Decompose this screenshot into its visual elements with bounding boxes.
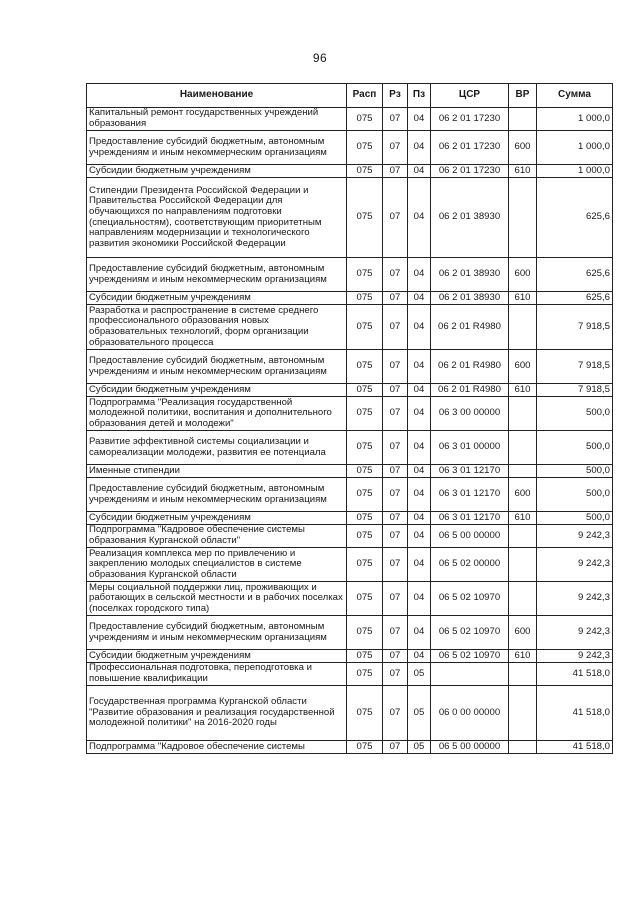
table-row: [87, 650, 613, 663]
cell-rasp: 075: [347, 512, 383, 525]
budget-table: [86, 83, 613, 754]
cell-pz: 04: [408, 525, 431, 548]
cell-vr: [509, 465, 537, 478]
cell-rasp: 075: [347, 108, 383, 131]
cell-csr: 06 3 01 00000: [431, 431, 509, 465]
cell-name: Государственная программа Курганской области "Развитие образования и реализация государственной молодежной политики" на 2016-2020 годы: [87, 686, 347, 741]
cell-pz: 04: [408, 178, 431, 258]
table-row: [87, 397, 613, 431]
table-body: [87, 108, 613, 754]
cell-rasp: 075: [347, 582, 383, 616]
cell-name: Реализация комплекса мер по привлечению и закреплению молодых специалистов в системе образования Курганской области: [87, 548, 347, 582]
cell-csr: 06 5 02 10970: [431, 582, 509, 616]
cell-rasp: 075: [347, 178, 383, 258]
cell-csr: 06 5 02 10970: [431, 650, 509, 663]
cell-pz: 04: [408, 131, 431, 165]
table-row: [87, 663, 613, 686]
cell-rz: 07: [383, 741, 408, 754]
cell-rasp: 075: [347, 292, 383, 305]
cell-name: Подпрограмма "Кадровое обеспечение системы образования Курганской области": [87, 525, 347, 548]
table-row: [87, 525, 613, 548]
cell-pz: 04: [408, 478, 431, 512]
cell-vr: [509, 548, 537, 582]
table-row: [87, 431, 613, 465]
cell-name: Субсидии бюджетным учреждениям: [87, 512, 347, 525]
cell-sum: 625,6: [537, 258, 613, 292]
cell-csr: 06 2 01 38930: [431, 292, 509, 305]
cell-rasp: 075: [347, 686, 383, 741]
cell-name: Предоставление субсидий бюджетным, автономным учреждениям и иным некоммерческим организациям: [87, 131, 347, 165]
cell-sum: 9 242,3: [537, 616, 613, 650]
cell-name: Развитие эффективной системы социализации и самореализации молодежи, развития ее потенциала: [87, 431, 347, 465]
cell-pz: 04: [408, 384, 431, 397]
page-number: 96: [312, 51, 328, 65]
table-row: [87, 305, 613, 350]
cell-csr: 06 5 00 00000: [431, 741, 509, 754]
cell-name: Подпрограмма "Реализация государственной молодежной политики, воспитания и дополнительного образования детей и молодежи": [87, 397, 347, 431]
table-row: [87, 384, 613, 397]
cell-rasp: 075: [347, 431, 383, 465]
cell-vr: 610: [509, 292, 537, 305]
cell-rz: 07: [383, 650, 408, 663]
cell-csr: 06 3 00 00000: [431, 397, 509, 431]
cell-rz: 07: [383, 582, 408, 616]
cell-csr: 06 5 02 00000: [431, 548, 509, 582]
cell-csr: 06 5 00 00000: [431, 525, 509, 548]
cell-rz: 07: [383, 350, 408, 384]
cell-name: Разработка и распространение в системе среднего профессионального образования новых образовательных технологий, форм организации образовательного процесса: [87, 305, 347, 350]
table-row: [87, 465, 613, 478]
cell-csr: 06 3 01 12170: [431, 465, 509, 478]
cell-rasp: 075: [347, 616, 383, 650]
cell-rasp: 075: [347, 305, 383, 350]
cell-csr: 06 5 02 10970: [431, 616, 509, 650]
cell-sum: 9 242,3: [537, 650, 613, 663]
cell-pz: 05: [408, 663, 431, 686]
cell-sum: 7 918,5: [537, 384, 613, 397]
table-row: [87, 178, 613, 258]
cell-vr: 600: [509, 258, 537, 292]
cell-pz: 04: [408, 165, 431, 178]
cell-csr: 06 2 01 17230: [431, 131, 509, 165]
cell-rz: 07: [383, 384, 408, 397]
cell-pz: 04: [408, 616, 431, 650]
cell-vr: 610: [509, 650, 537, 663]
cell-sum: 1 000,0: [537, 131, 613, 165]
cell-csr: [431, 663, 509, 686]
cell-sum: 625,6: [537, 292, 613, 305]
table-row: [87, 350, 613, 384]
cell-pz: 04: [408, 465, 431, 478]
cell-vr: [509, 525, 537, 548]
cell-rasp: 075: [347, 663, 383, 686]
header-name: Наименование: [87, 84, 347, 108]
cell-rz: 07: [383, 292, 408, 305]
cell-vr: 600: [509, 616, 537, 650]
cell-pz: 04: [408, 582, 431, 616]
cell-rasp: 075: [347, 741, 383, 754]
cell-rz: 07: [383, 258, 408, 292]
cell-rz: 07: [383, 431, 408, 465]
cell-sum: 9 242,3: [537, 582, 613, 616]
cell-rasp: 075: [347, 131, 383, 165]
cell-sum: 9 242,3: [537, 548, 613, 582]
cell-csr: 06 2 01 17230: [431, 165, 509, 178]
cell-vr: [509, 108, 537, 131]
cell-rz: 07: [383, 131, 408, 165]
cell-csr: 06 2 01 R4980: [431, 384, 509, 397]
table-row: [87, 741, 613, 754]
cell-rz: 07: [383, 465, 408, 478]
header-vr: ВР: [509, 84, 537, 108]
cell-pz: 04: [408, 258, 431, 292]
cell-pz: 04: [408, 292, 431, 305]
cell-sum: 1 000,0: [537, 108, 613, 131]
cell-name: Предоставление субсидий бюджетным, автономным учреждениям и иным некоммерческим организациям: [87, 616, 347, 650]
table-row: [87, 548, 613, 582]
cell-csr: 06 3 01 12170: [431, 512, 509, 525]
cell-sum: 7 918,5: [537, 305, 613, 350]
cell-rz: 07: [383, 397, 408, 431]
cell-name: Субсидии бюджетным учреждениям: [87, 292, 347, 305]
cell-sum: 500,0: [537, 397, 613, 431]
table-row: [87, 165, 613, 178]
cell-name: Капитальный ремонт государственных учреждений образования: [87, 108, 347, 131]
cell-rz: 07: [383, 663, 408, 686]
cell-vr: [509, 305, 537, 350]
cell-rz: 07: [383, 548, 408, 582]
table-row: [87, 292, 613, 305]
table-row: [87, 686, 613, 741]
cell-name: Предоставление субсидий бюджетным, автономным учреждениям и иным некоммерческим организациям: [87, 478, 347, 512]
cell-rz: 07: [383, 478, 408, 512]
cell-vr: [509, 663, 537, 686]
cell-csr: 06 0 00 00000: [431, 686, 509, 741]
cell-name: Меры социальной поддержки лиц, проживающих и работающих в сельской местности и в рабочих поселках (поселках городского типа): [87, 582, 347, 616]
header-pz: Пз: [408, 84, 431, 108]
cell-pz: 04: [408, 305, 431, 350]
cell-name: Субсидии бюджетным учреждениям: [87, 384, 347, 397]
cell-sum: 625,6: [537, 178, 613, 258]
cell-pz: 04: [408, 431, 431, 465]
cell-sum: 41 518,0: [537, 663, 613, 686]
cell-sum: 1 000,0: [537, 165, 613, 178]
cell-name: Субсидии бюджетным учреждениям: [87, 650, 347, 663]
cell-pz: 04: [408, 650, 431, 663]
cell-vr: 600: [509, 478, 537, 512]
cell-pz: 04: [408, 397, 431, 431]
cell-name: Стипендии Президента Российской Федерации и Правительства Российской Федерации для обучающихся по направлениям подготовки (специальностям), соответствующим приоритетным направлениям модернизации и технологического развития экономики Российской Федерации: [87, 178, 347, 258]
header-rz: Рз: [383, 84, 408, 108]
cell-vr: [509, 741, 537, 754]
cell-rz: 07: [383, 178, 408, 258]
cell-pz: 05: [408, 686, 431, 741]
cell-rasp: 075: [347, 465, 383, 478]
cell-rasp: 075: [347, 384, 383, 397]
cell-csr: 06 2 01 R4980: [431, 305, 509, 350]
header-csr: ЦСР: [431, 84, 509, 108]
cell-rasp: 075: [347, 258, 383, 292]
cell-rz: 07: [383, 512, 408, 525]
cell-pz: 04: [408, 108, 431, 131]
table-row: [87, 616, 613, 650]
cell-rasp: 075: [347, 350, 383, 384]
cell-name: Субсидии бюджетным учреждениям: [87, 165, 347, 178]
table-row: [87, 131, 613, 165]
cell-sum: 500,0: [537, 478, 613, 512]
cell-vr: [509, 686, 537, 741]
cell-rz: 07: [383, 686, 408, 741]
cell-vr: 610: [509, 384, 537, 397]
table-row: [87, 108, 613, 131]
cell-vr: 600: [509, 350, 537, 384]
cell-rasp: 075: [347, 525, 383, 548]
cell-name: Предоставление субсидий бюджетным, автономным учреждениям и иным некоммерческим организациям: [87, 258, 347, 292]
cell-vr: [509, 582, 537, 616]
cell-rasp: 075: [347, 397, 383, 431]
cell-rz: 07: [383, 616, 408, 650]
cell-csr: 06 2 01 38930: [431, 258, 509, 292]
cell-vr: 600: [509, 131, 537, 165]
header-sum: Сумма: [537, 84, 613, 108]
cell-name: Именные стипендии: [87, 465, 347, 478]
cell-csr: 06 2 01 R4980: [431, 350, 509, 384]
cell-sum: 500,0: [537, 512, 613, 525]
cell-vr: [509, 397, 537, 431]
cell-sum: 41 518,0: [537, 741, 613, 754]
cell-pz: 04: [408, 548, 431, 582]
header-rasp: Расп: [347, 84, 383, 108]
cell-name: Предоставление субсидий бюджетным, автономным учреждениям и иным некоммерческим организациям: [87, 350, 347, 384]
cell-sum: 9 242,3: [537, 525, 613, 548]
cell-sum: 7 918,5: [537, 350, 613, 384]
table-row: [87, 512, 613, 525]
cell-csr: 06 2 01 38930: [431, 178, 509, 258]
cell-name: Подпрограмма "Кадровое обеспечение системы: [87, 741, 347, 754]
cell-rz: 07: [383, 305, 408, 350]
table-row: [87, 478, 613, 512]
cell-rasp: 075: [347, 548, 383, 582]
cell-pz: 05: [408, 741, 431, 754]
cell-rasp: 075: [347, 478, 383, 512]
cell-sum: 41 518,0: [537, 686, 613, 741]
cell-csr: 06 2 01 17230: [431, 108, 509, 131]
cell-sum: 500,0: [537, 431, 613, 465]
cell-vr: 610: [509, 512, 537, 525]
cell-sum: 500,0: [537, 465, 613, 478]
cell-name: Профессиональная подготовка, переподготовка и повышение квалификации: [87, 663, 347, 686]
cell-rz: 07: [383, 165, 408, 178]
cell-rasp: 075: [347, 650, 383, 663]
cell-vr: 610: [509, 165, 537, 178]
table-header-row: [87, 84, 613, 108]
cell-pz: 04: [408, 350, 431, 384]
cell-csr: 06 3 01 12170: [431, 478, 509, 512]
cell-rasp: 075: [347, 165, 383, 178]
cell-rz: 07: [383, 525, 408, 548]
cell-vr: [509, 431, 537, 465]
cell-vr: [509, 178, 537, 258]
table-row: [87, 258, 613, 292]
cell-pz: 04: [408, 512, 431, 525]
table-row: [87, 582, 613, 616]
cell-rz: 07: [383, 108, 408, 131]
